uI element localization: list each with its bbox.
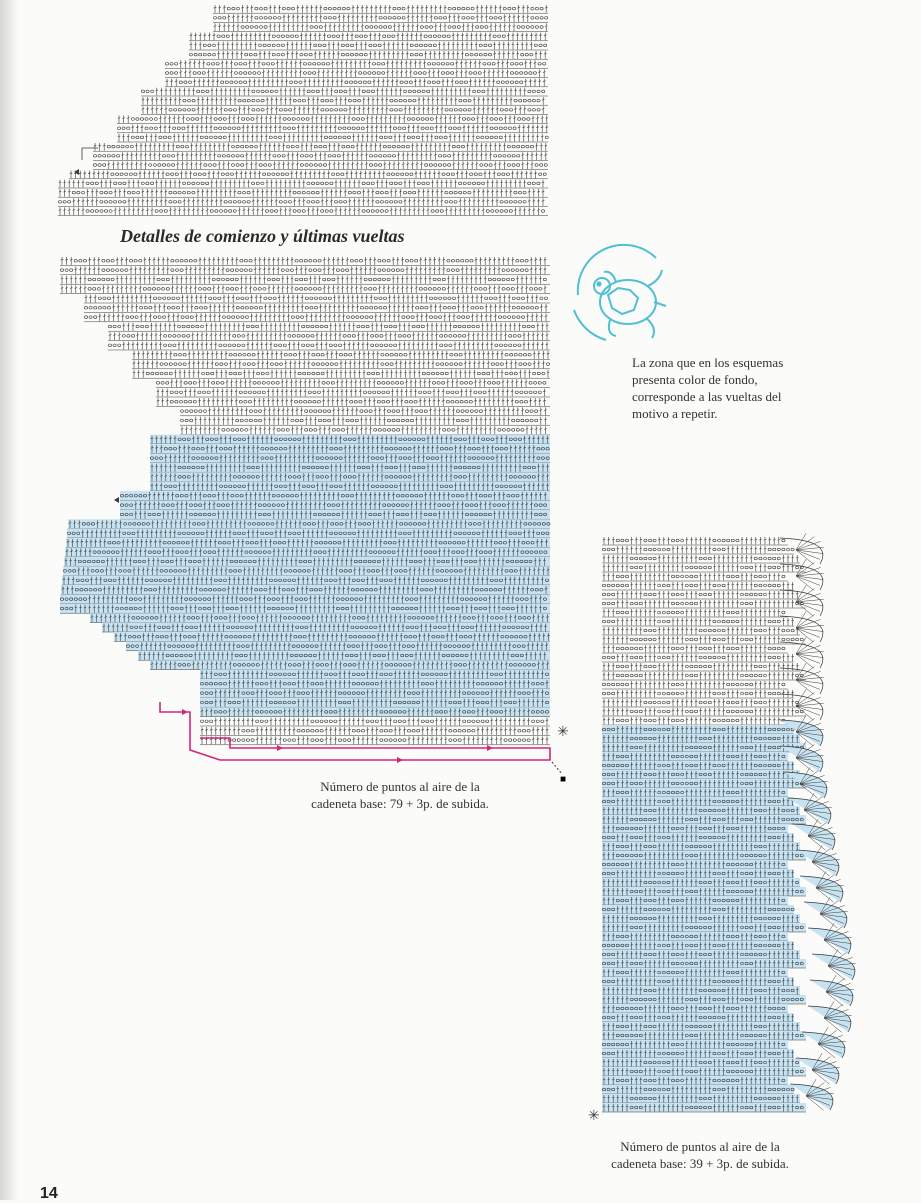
page-number: 14 xyxy=(40,1185,58,1202)
side-chart-rows xyxy=(602,537,806,1112)
note-line: corresponde a las vueltas del xyxy=(632,389,782,404)
turtle-stamp-icon xyxy=(566,240,676,350)
page-edge-shadow xyxy=(0,0,18,1200)
arrow-left-icon xyxy=(114,497,119,503)
note-line: presenta color de fondo, xyxy=(632,372,758,387)
main-chart-rows xyxy=(60,257,550,745)
chart-side-edging xyxy=(588,530,888,1130)
caption-side-chart xyxy=(580,1138,820,1172)
caption-line: cadeneta base: 79 + 3p. de subida. xyxy=(311,796,489,811)
chart-main-start-details xyxy=(40,250,580,790)
chart-top-final-rows xyxy=(58,0,558,222)
note-line: La zona que en los esquemas xyxy=(632,355,784,370)
legend-note xyxy=(632,354,822,422)
end-square-icon: ■ xyxy=(560,774,567,785)
arrow-left-icon xyxy=(74,169,79,175)
start-asterisk-icon: ✳ xyxy=(557,725,569,740)
caption-main-chart xyxy=(270,778,530,812)
note-line: motivo a repetir. xyxy=(632,406,718,421)
caption-line: Número de puntos al aire de la xyxy=(320,779,480,794)
start-asterisk-icon: ✳ xyxy=(588,1109,600,1124)
section-heading: Detalles de comienzo y últimas vueltas xyxy=(120,226,405,246)
row-start-marker xyxy=(82,148,98,160)
caption-line: cadeneta base: 39 + 3p. de subida. xyxy=(611,1156,789,1171)
top-chart-rows xyxy=(58,5,548,216)
caption-line: Número de puntos al aire de la xyxy=(620,1139,780,1154)
